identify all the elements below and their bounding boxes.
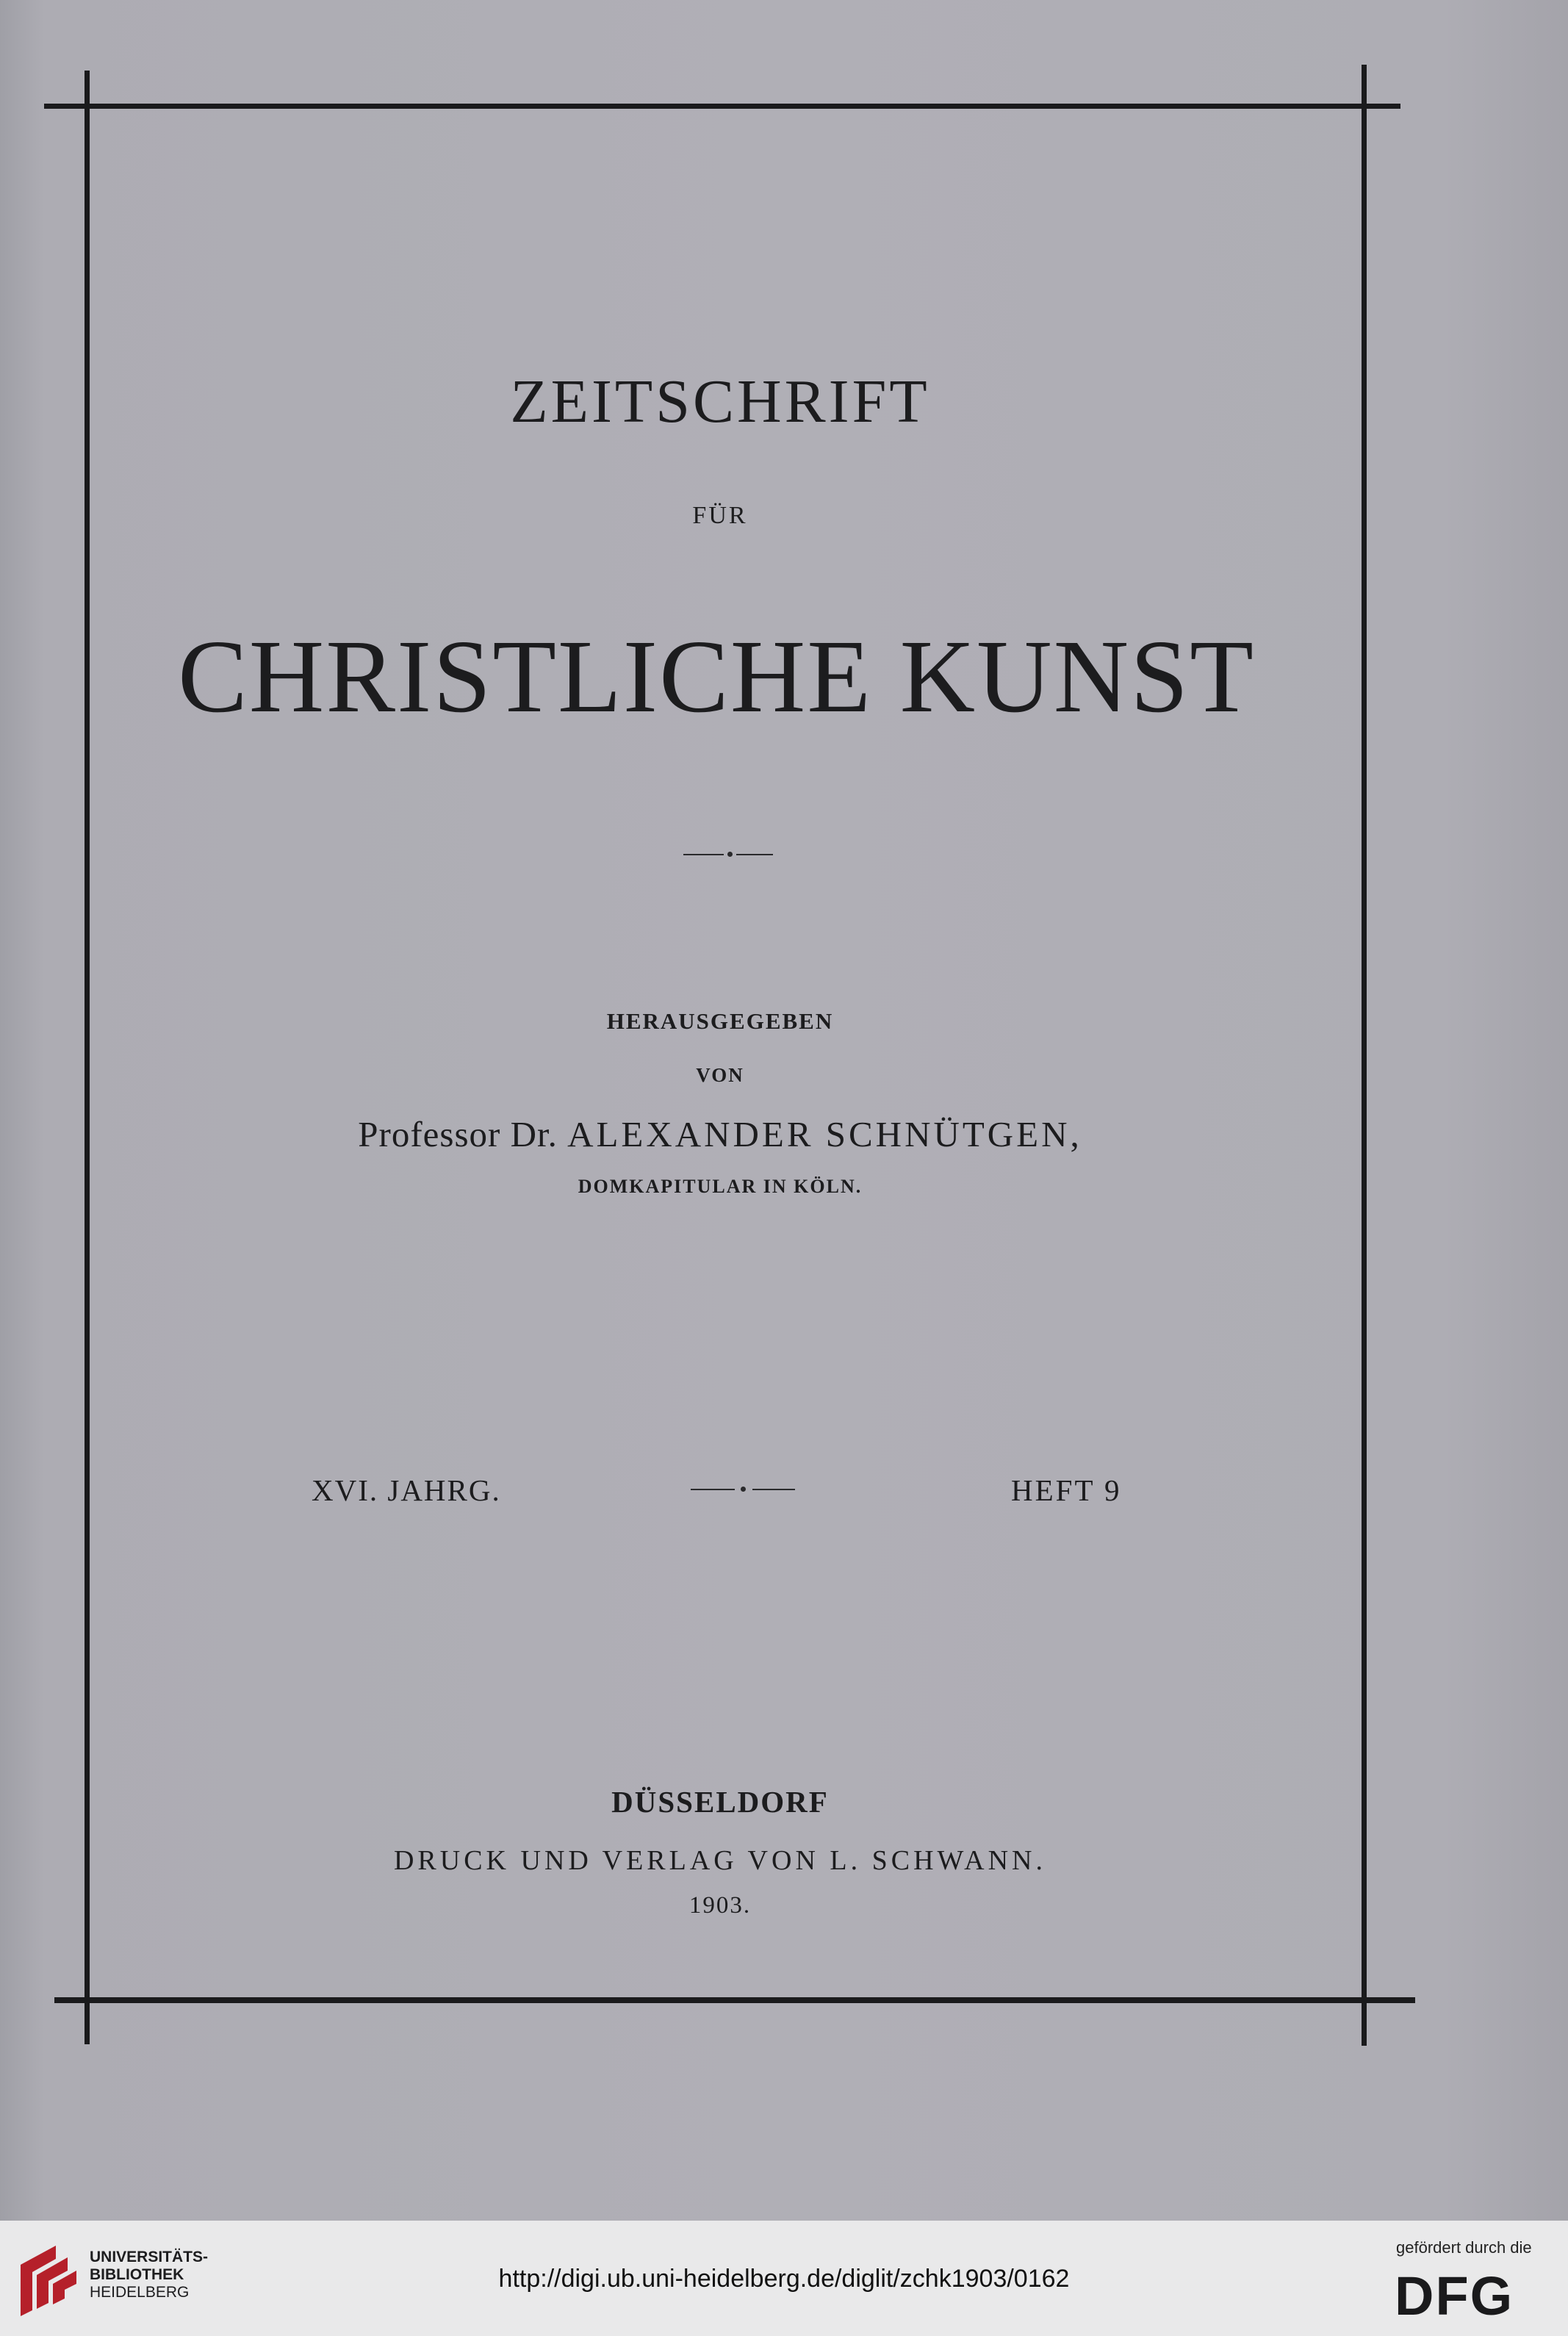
library-line1: UNIVERSITÄTS-: [90, 2249, 209, 2265]
editor-intro: HERAUSGEGEBEN: [606, 1008, 834, 1034]
library-line3: HEIDELBERG: [90, 2284, 190, 2301]
library-line2: BIBLIOTHEK: [90, 2266, 184, 2283]
issue-label: HEFT 9: [1011, 1473, 1122, 1507]
imprint-year: 1903.: [688, 1892, 752, 1919]
title-christliche-kunst: CHRISTLICHE KUNST: [178, 618, 1255, 734]
editor-name: ALEXANDER SCHNÜTGEN,: [567, 1114, 1082, 1154]
frame-right-rule: [1362, 65, 1367, 2046]
title-fuer: FÜR: [692, 502, 748, 529]
frame-top-rule: [44, 104, 1400, 109]
imprint-publisher: DRUCK UND VERLAG VON L. SCHWANN.: [393, 1845, 1046, 1876]
editor-line: [0, 1113, 1440, 1155]
funding-caption: gefördert durch die: [1396, 2238, 1532, 2257]
imprint-city: DÜSSELDORF: [611, 1785, 829, 1819]
editor-role: DOMKAPITULAR IN KÖLN.: [578, 1176, 863, 1197]
dfg-logo: DFG: [1395, 2265, 1514, 2326]
digitization-footer: [0, 2221, 1568, 2336]
editor-prefix: Professor Dr.: [358, 1114, 568, 1154]
volume-label: XVI. JAHRG.: [312, 1473, 501, 1507]
permalink-url[interactable]: http://digi.ub.uni-heidelberg.de/diglit/zchk1903/0162: [498, 2265, 1070, 2293]
title-zeitschrift: ZEITSCHRIFT: [510, 367, 930, 436]
editor-von: VON: [696, 1064, 744, 1086]
frame-bottom-rule: [54, 1997, 1415, 2003]
